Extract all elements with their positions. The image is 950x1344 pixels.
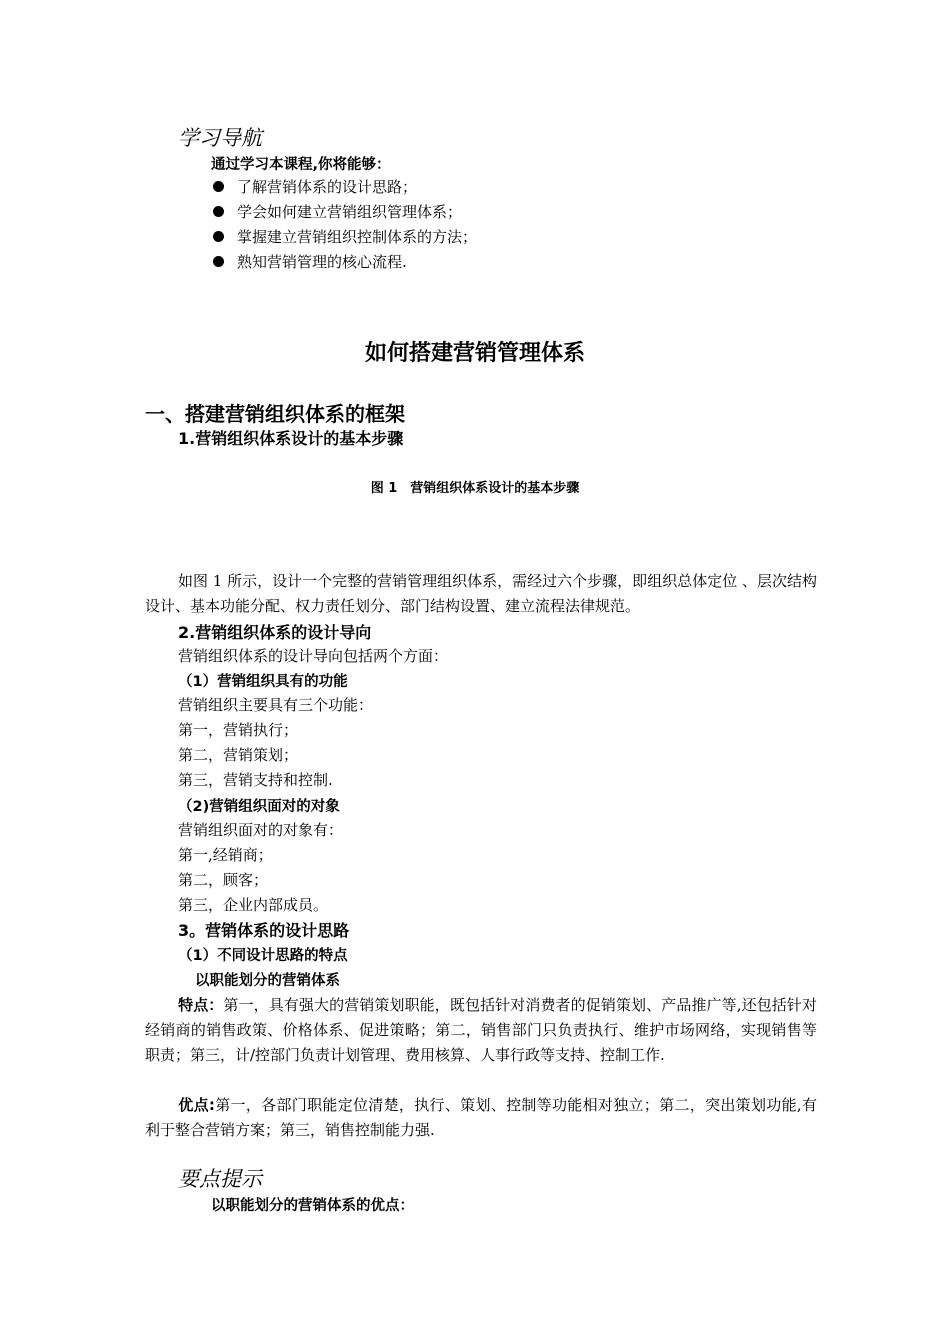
nav-bullet-text: 学会如何建立营销组织管理体系； bbox=[237, 203, 463, 221]
features-label: 特点： bbox=[178, 996, 224, 1014]
body-text: 第二，顾客； bbox=[178, 871, 269, 889]
nav-bullet-text: 掌握建立营销组织控制体系的方法； bbox=[237, 228, 478, 246]
body-text: 第三，企业内部成员。 bbox=[178, 896, 329, 914]
body-text: 第二，营销策划； bbox=[178, 746, 299, 764]
body-text: 营销组织体系的设计导向包括两个方面： bbox=[178, 647, 449, 665]
tips-heading: 要点提示 bbox=[178, 1167, 262, 1191]
body-text: 第三，营销支持和控制. bbox=[178, 771, 333, 789]
subsection-heading: 3。营销体系的设计思路 bbox=[178, 921, 350, 940]
section-heading: 一、搭建营销组织体系的框架 bbox=[145, 402, 405, 426]
paragraph bbox=[145, 569, 817, 619]
paragraph-text: 第一，具有强大的营销策划职能，既包括针对消费者的促销策划、产品推广等,还包括针对经销商的销售政策、价格体系、促进策略；第二，销售部门只负责执行、维护市场网络，实现销售等职责；第三，计/控部门负责计划管理、费用核算、人事行政等支持、控制工作. bbox=[145, 996, 817, 1064]
bullet-dot-icon bbox=[213, 181, 224, 192]
item-heading: （2)营销组织面对的对象 bbox=[178, 799, 340, 815]
page-title: 如何搭建营销管理体系 bbox=[364, 341, 585, 366]
paragraph-text: 第一，各部门职能定位清楚，执行、策划、控制等功能相对独立；第二，突出策划功能,有利于整合营销方案；第三，销售控制能力强. bbox=[145, 1096, 817, 1139]
subsection-heading: 2.营销组织体系的设计导向 bbox=[178, 623, 372, 642]
nav-bullet-item bbox=[213, 201, 462, 222]
advantages-label: 优点: bbox=[178, 1096, 215, 1114]
body-text: 营销组织面对的对象有： bbox=[178, 821, 344, 839]
bullet-dot-icon bbox=[213, 231, 224, 242]
nav-bullet-item bbox=[213, 226, 477, 247]
paragraph bbox=[145, 1093, 817, 1143]
paragraph bbox=[145, 993, 817, 1068]
paragraph-text: 如图 1 所示，设计一个完整的营销管理组织体系，需经过六个步骤，即组织总体定位 、层次结构设计、基本功能分配、权力责任划分、部门结构设置、建立流程法律规范。 bbox=[145, 572, 817, 615]
item-heading: （1）营销组织具有的功能 bbox=[178, 674, 348, 690]
body-text: 第一，营销执行； bbox=[178, 721, 299, 739]
nav-intro: 通过学习本课程,你将能够： bbox=[211, 157, 391, 173]
body-text: 第一,经销商； bbox=[178, 846, 273, 864]
tips-line: 以职能划分的营销体系的优点： bbox=[211, 1198, 414, 1214]
body-text: 营销组织主要具有三个功能： bbox=[178, 696, 374, 714]
nav-heading: 学习导航 bbox=[178, 126, 262, 150]
nav-bullet-text: 了解营销体系的设计思路； bbox=[237, 178, 418, 196]
figure-caption: 图 1 营销组织体系设计的基本步骤 bbox=[370, 481, 580, 496]
nav-bullet-item bbox=[213, 251, 407, 272]
item-heading: （1）不同设计思路的特点 bbox=[178, 948, 348, 964]
subsection-heading: 1.营销组织体系设计的基本步骤 bbox=[178, 429, 404, 448]
nav-bullet-text: 熟知营销管理的核心流程. bbox=[237, 253, 407, 271]
nav-bullet-item bbox=[213, 176, 417, 197]
bullet-dot-icon bbox=[213, 256, 224, 267]
bullet-dot-icon bbox=[213, 206, 224, 217]
item-subheading: 以职能划分的营销体系 bbox=[195, 973, 340, 989]
